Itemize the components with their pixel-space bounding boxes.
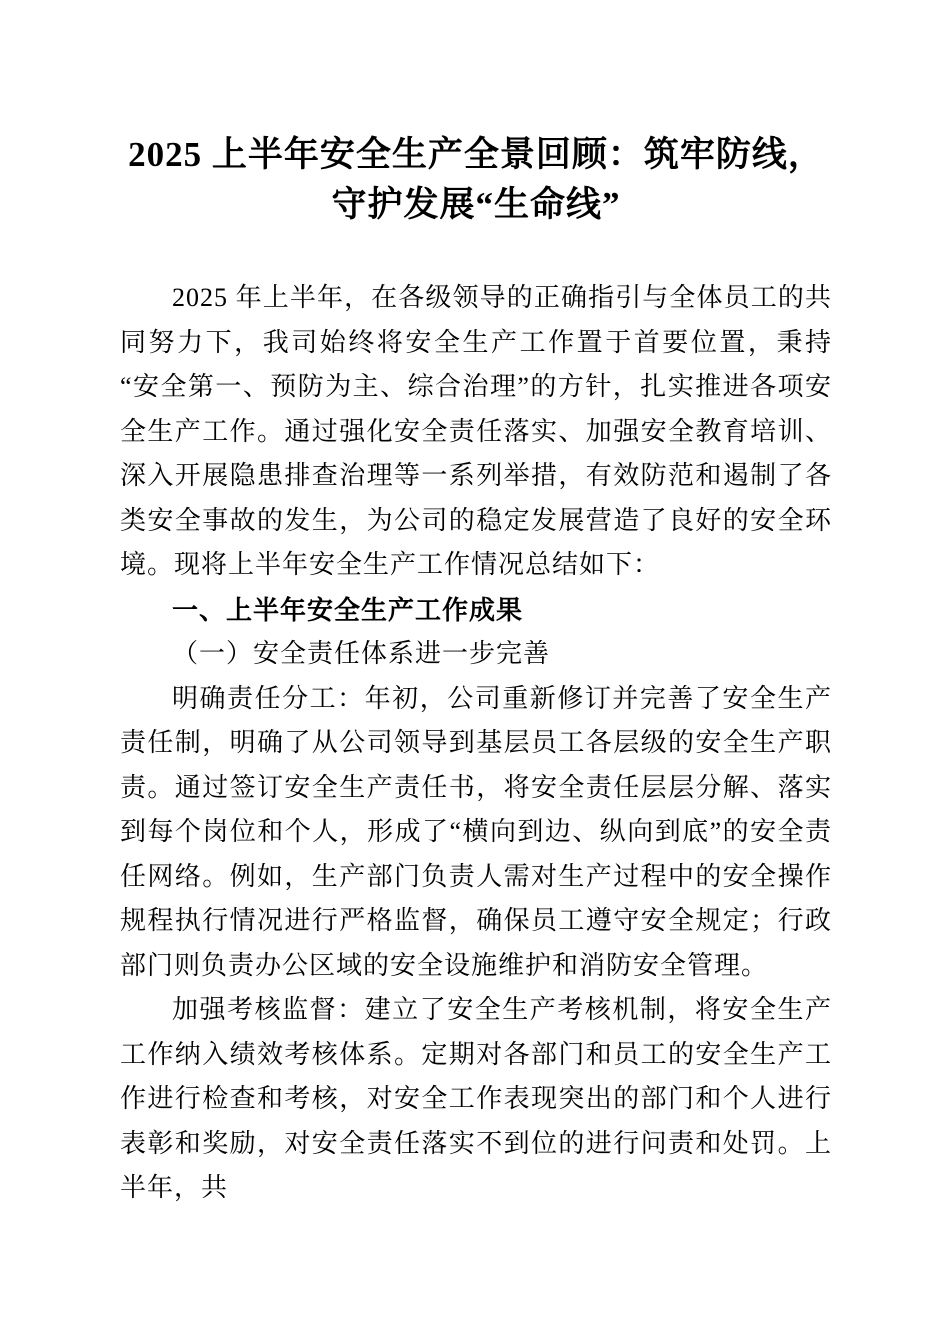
section-1-heading: 一、上半年安全生产工作成果 — [172, 594, 524, 625]
subsection-1-paragraph-2: 加强考核监督：建立了安全生产考核机制，将安全生产工作纳入绩效考核体系。定期对各部门和员工的安全生产工作进行检查和考核，对安全工作表现突出的部门和个人进行表彰和奖励，对安全责任落实不到位的进行问责和处罚。上半年，共 — [120, 995, 832, 1202]
subsection-1-paragraph-1: 明确责任分工：年初，公司重新修订并完善了安全生产责任制，明确了从公司领导到基层员工各层级的安全生产职责。通过签订安全生产责任书，将安全责任层层分解、落实到每个岗位和个人，形成了“横向到边、纵向到底”的安全责任网络。例如，生产部门负责人需对生产过程中的安全操作规程执行情况进行严格监督，确保员工遵守安全规定；行政部门则负责办公区域的安全设施维护和消防安全管理。 — [120, 683, 832, 980]
document-title: 2025 上半年安全生产全景回顾：筑牢防线，守护发展“生命线” — [128, 135, 824, 224]
subsection-1-heading: （一）安全责任体系进一步完善 — [172, 639, 551, 669]
intro-paragraph: 2025 年上半年，在各级领导的正确指引与全体员工的共同努力下，我司始终将安全生产工作置于首要位置，秉持“安全第一、预防为主、综合治理”的方针，扎实推进各项安全生产工作。通过强化安全责任落实、加强安全教育培训、深入开展隐患排查治理等一系列举措，有效防范和遏制了各类安全事故的发生，为公司的稳定发展营造了良好的安全环境。现将上半年安全生产工作情况总结如下： — [120, 283, 832, 579]
